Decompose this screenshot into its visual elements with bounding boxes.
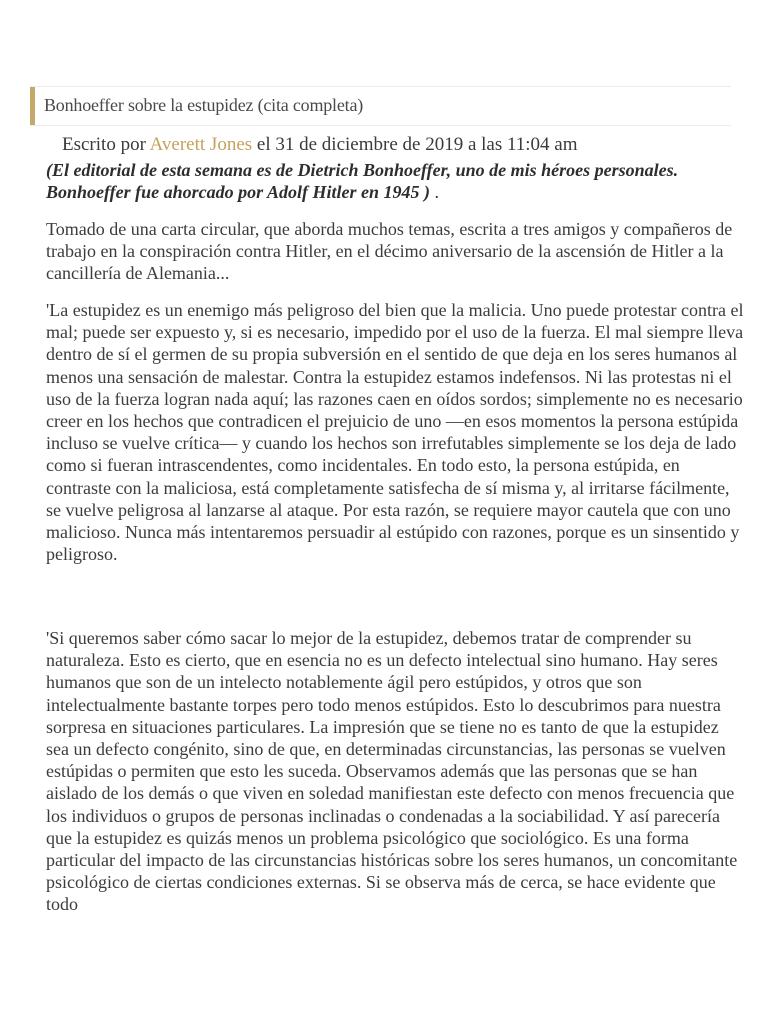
article-paragraph-2: 'La estupidez es un enemigo más peligroso del bien que la malicia. Uno puede protestar contra el mal; puede ser expuesto y, si es necesario, impedido por el uso de la fuerza. El mal siempre lleva dentro de sí el germen de su propia subversión en el sentido de que deja en los seres humanos al menos una sensación de malestar. Contra la estupidez estamos indefensos. Ni las protestas ni el uso de la fuerza logran nada aquí; las razones caen en oídos sordos; simplemente no es necesario creer en los hechos que contradicen el prejuicio de uno —en esos momentos la persona estúpida incluso se vuelve crítica— y cuando los hechos son irrefutables simplemente se los deja de lado como si fueran intrascendentes, como incidentales. En todo esto, la persona estúpida, en contraste con la maliciosa, está completamente satisfecha de sí misma y, al irritarse fácilmente, se vuelve peligrosa al lanzarse al ataque. Por esta razón, se requiere mayor cautela que con uno malicioso. Nunca más intentaremos persuadir al estúpido con razones, porque es un sinsentido y peligroso.	[46, 300, 744, 565]
article-header	[30, 87, 731, 126]
byline	[62, 134, 578, 156]
byline-date: el 31 de diciembre de 2019 a las 11:04 am	[252, 134, 578, 155]
author-link[interactable]: Averett Jones	[149, 134, 253, 155]
editorial-note	[46, 159, 736, 203]
editorial-note-tail: .	[430, 182, 440, 202]
article-paragraph-3: 'Si queremos saber cómo sacar lo mejor de la estupidez, debemos tratar de comprender su naturaleza. Esto es cierto, que en esencia no es un defecto intelectual sino humano. Hay seres humanos que son de un intelecto notablemente ágil pero estúpidos, y otros que son intelectualmente bastante torpes pero todo menos estúpidos. Esto lo descubrimos para nuestra sorpresa en situaciones particulares. La impresión que se tiene no es tanto de que la estupidez sea un defecto congénito, sino de que, en determinadas circunstancias, las personas se vuelven estúpidas o permiten que esto les suceda. Observamos además que las personas que se han aislado de los demás o que viven en soledad manifiestan este defecto con menos frecuencia que los individuos o grupos de personas inclinadas o condenadas a la sociabilidad. Y así parecería que la estupidez es quizás menos un problema psicológico que sociológico. Es una forma particular del impacto de las circunstancias históricas sobre los seres humanos, un concomitante psicológico de ciertas condiciones externas. Si se observa más de cerca, se hace evidente que todo	[46, 628, 738, 915]
article-title: Bonhoeffer sobre la estupidez (cita completa)	[44, 95, 364, 115]
title-accent-bar	[30, 87, 35, 125]
article-paragraph-1: Tomado de una carta circular, que aborda muchos temas, escrita a tres amigos y compañeros de trabajo en la conspiración contra Hitler, en el décimo aniversario de la ascensión de Hitler a la cancillería de Alemania...	[46, 219, 733, 284]
editorial-note-text: (El editorial de esta semana es de Dietrich Bonhoeffer, uno de mis héroes personales. Bonhoeffer fue ahorcado por Adolf Hitler en 1945 )	[46, 160, 679, 202]
byline-prefix: Escrito por	[62, 134, 150, 155]
